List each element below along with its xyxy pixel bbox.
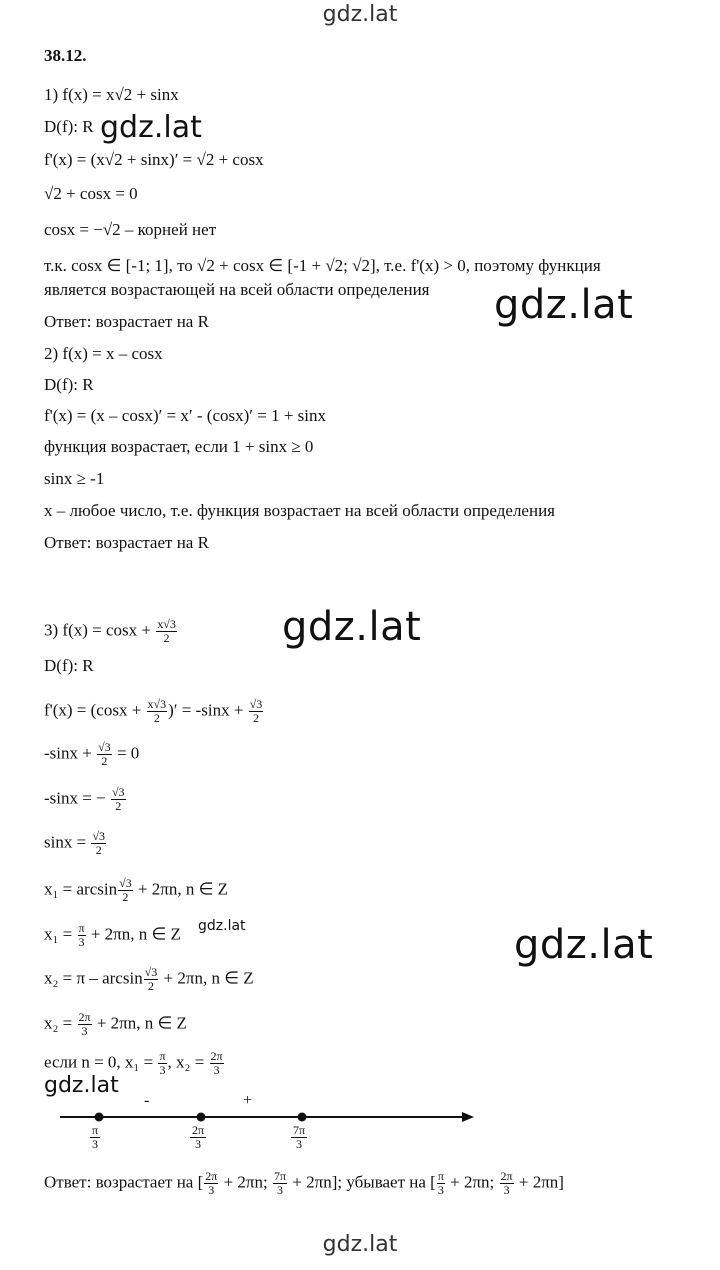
p1-line-7: является возрастающей на всей области определения [44, 280, 430, 299]
watermark-big-2: gdz.lat [514, 922, 654, 968]
p3-answer: Ответ: возрастает на [ $\frac{2\pi}{3}$ + 2πn; $\frac{7\pi}{3}$ + 2πn]; убывает на [ $\frac{\pi}{3}$ + 2πn; $\frac{2\pi}{3}$ + 2πn] [44, 1169, 564, 1197]
watermark-left: gdz.lat [44, 1073, 119, 1098]
p1-line-2: D(f): R [44, 117, 94, 136]
watermark-mid-1: gdz.lat [282, 604, 422, 650]
p1-line-6: т.к. cosx ∈ [-1; 1], то √2 + cosx ∈ [-1 + √2; √2], т.е. f'(x) > 0, поэтому функция [44, 256, 601, 275]
watermark-small: gdz.lat [198, 918, 246, 934]
p2-line-2: D(f): R [44, 375, 94, 394]
p3-line-11: если n = 0, x₁ = $\frac{\pi}{3}$ , x₂ = $\frac{2\pi}{3}$ [44, 1049, 223, 1077]
point-7pi-3 [298, 1113, 307, 1122]
number-line-arrow [462, 1112, 474, 1122]
watermark-inline: gdz.lat [100, 110, 202, 145]
point-pi-3 [95, 1113, 104, 1122]
p2-line-4: функция возрастает, если 1 + sinx ≥ 0 [44, 437, 314, 456]
p1-answer: Ответ: возрастает на R [44, 312, 209, 331]
problem-number: 38.12. [44, 46, 87, 65]
p1-line-3: f'(x) = (x√2 + sinx)′ = √2 + cosx [44, 150, 264, 169]
p3-line-3: f'(x) = (cosx + $\frac{x√3}{2}$ )′ = -sinx + $\frac{√3}{2}$ [44, 697, 263, 725]
p2-line-3: f'(x) = (x – cosx)′ = x′ - (cosx)′ = 1 + sinx [44, 406, 327, 425]
p3-line-4: -sinx + $\frac{√3}{2}$ = 0 [44, 740, 140, 768]
watermark-bottom: gdz.lat [322, 1232, 398, 1257]
p3-line-9: x₂ = π – arcsin $\frac{√3}{2}$ + 2πn, n ∈ Z [44, 965, 254, 993]
number-line [0, 1060, 720, 1170]
point-2pi-3 [197, 1113, 206, 1122]
p2-answer: Ответ: возрастает на R [44, 533, 209, 552]
sign-minus: - [144, 1092, 150, 1109]
p3-line-7: x₁ = arcsin $\frac{√3}{2}$ + 2πn, n ∈ Z [44, 876, 229, 904]
p1-line-1: 1) f(x) = x√2 + sinx [44, 85, 179, 104]
tick-label-7pi-3: $\frac{7\pi}{3}$ [293, 1123, 306, 1151]
p2-line-1: 2) f(x) = x – cosx [44, 344, 163, 363]
p3-line-5: -sinx = − $\frac{√3}{2}$ [44, 785, 125, 813]
p3-line-6: sinx = $\frac{√3}{2}$ [44, 829, 106, 857]
p3-line-10: x₂ = $\frac{2\pi}{3}$ + 2πn, n ∈ Z [44, 1010, 187, 1038]
p3-line-8: x₁ = $\frac{\pi}{3}$ + 2πn, n ∈ Z [44, 921, 181, 949]
p1-line-5: cosx = −√2 – корней нет [44, 220, 217, 239]
watermark-big-1: gdz.lat [494, 282, 634, 328]
p1-line-4: √2 + cosx = 0 [44, 184, 138, 203]
p3-line-2: D(f): R [44, 656, 94, 675]
p2-line-6: x – любое число, т.е. функция возрастает на всей области определения [44, 501, 555, 520]
p3-line-1: 3) f(x) = cosx + $\frac{x√3}{2}$ [44, 617, 176, 645]
sign-plus: + [243, 1092, 253, 1109]
tick-label-pi-3: $\frac{\pi}{3}$ [92, 1123, 99, 1151]
watermark-top: gdz.lat [322, 2, 398, 27]
tick-label-2pi-3: $\frac{2\pi}{3}$ [192, 1123, 205, 1151]
p2-line-5: sinx ≥ -1 [44, 469, 105, 488]
